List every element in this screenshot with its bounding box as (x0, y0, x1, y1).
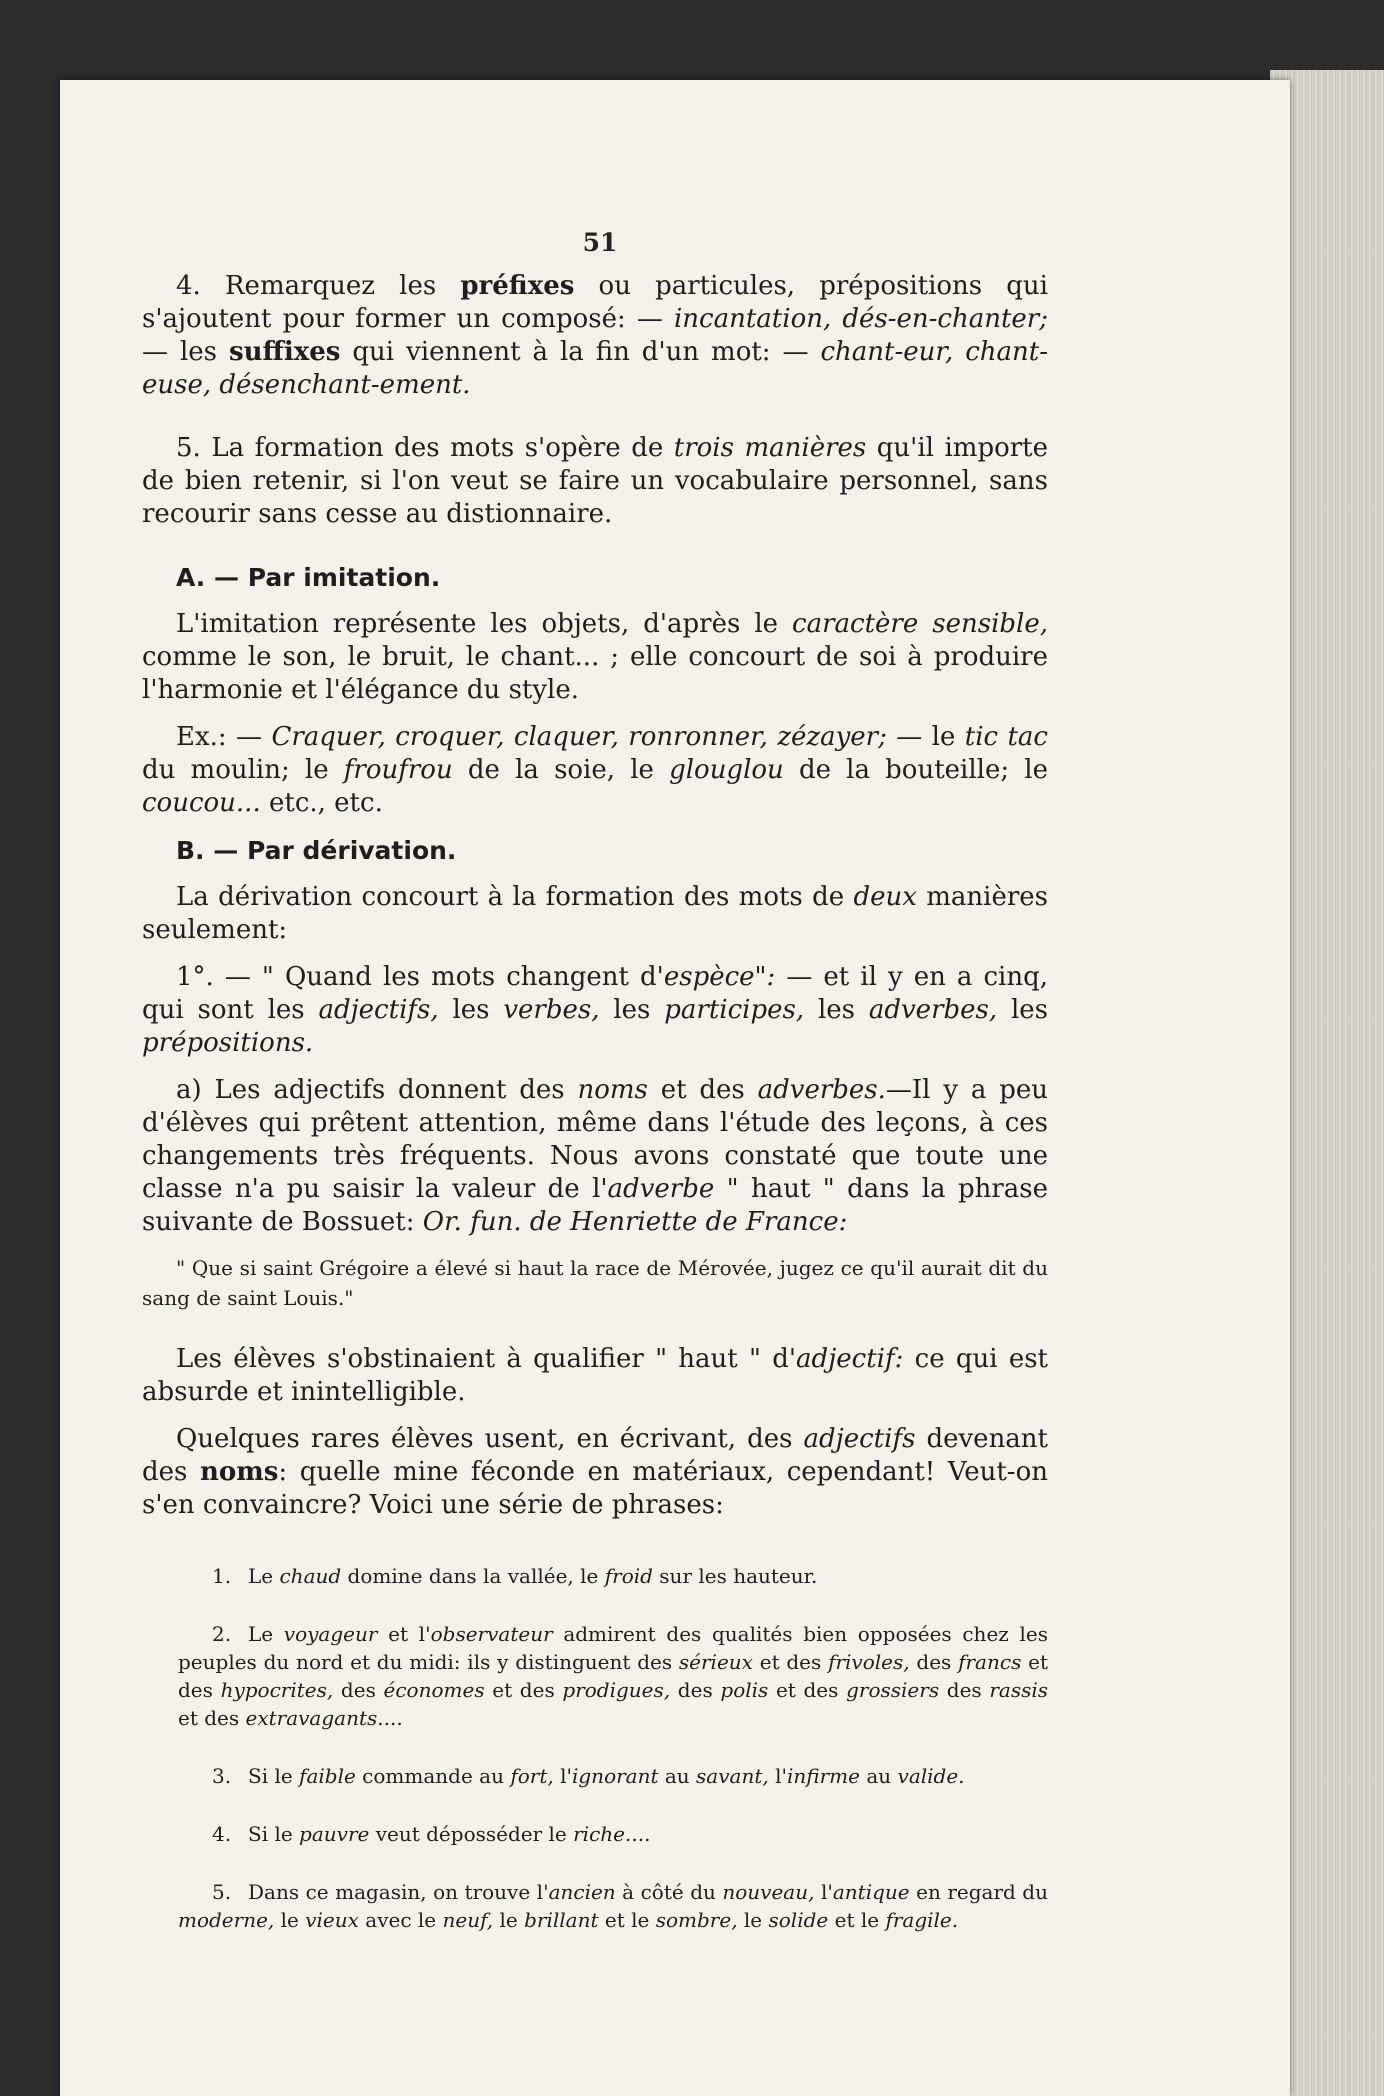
paragraph-6: Les élèves s'obstinaient à qualifier " haut " d'adjectif: ce qui est absurde et inintelligible. (142, 1344, 1049, 1407)
paragraph-4: 4. Remarquez les préfixes ou particules, prépositions qui s'ajoutent pour former un composé: — incantation, dés-en-chanter; — les suffixes qui viennent à la fin d'un mot: — chant-eur, chant-euse, désenchant-ement. (142, 271, 1049, 400)
paragraph-7: Quelques rares élèves usent, en écrivant, des adjectifs devenant des noms: quelle mine féconde en matériaux, cependant! Veut-on s'en convaincre? Voici une série de phrases: (142, 1424, 1049, 1520)
page-body (142, 270, 1048, 1964)
page-number: 51 (582, 228, 618, 257)
example-sentences (142, 1562, 1048, 1934)
bossuet-quote: " Que si saint Grégoire a élevé si haut la race de Mérovée, jugez ce qu'il aurait dit du sang de saint Louis." (142, 1256, 1048, 1310)
example-3: 3. Si le faible commande au fort, l'ignorant au savant, l'infirme au valide. (212, 1764, 965, 1788)
example-5: 5. Dans ce magasin, on trouve l'ancien à côté du nouveau, l'antique en regard du moderne, le vieux avec le neuf, le brillant et le sombre, le solide et le fragile. (178, 1880, 1048, 1932)
section-b-heading: B. — Par dérivation. (176, 836, 457, 865)
section-a-heading: A. — Par imitation. (176, 563, 441, 592)
section-a-examples: Ex.: — Craquer, croquer, claquer, ronronner, zézayer; — le tic tac du moulin; le froufrou de la soie, le glouglou de la bouteille; le coucou... etc., etc. (142, 722, 1048, 818)
section-b-paragraph-2: 1°. — " Quand les mots changent d'espèce": — et il y en a cinq, qui sont les adjectifs, les verbes, les participes, les adverbes, les prépositions. (142, 962, 1049, 1058)
section-a-paragraph: L'imitation représente les objets, d'après le caractère sensible, comme le son, le bruit, le chant... ; elle concourt de soi à produire l'harmonie et l'élégance du style. (142, 609, 1048, 705)
example-1: 1. Le chaud domine dans la vallée, le froid sur les hauteur. (212, 1564, 818, 1588)
example-2: 2. Le voyageur et l'observateur admirent des qualités bien opposées chez les peuples du nord et du midi: ils y distinguent des sérieux et des frivoles, des francs et des hypocrites, des économes et des prodigues, des polis et des grossiers des rassis et des extravagants.... (178, 1622, 1049, 1730)
example-4: 4. Si le pauvre veut déposséder le riche.... (212, 1822, 651, 1846)
section-b-paragraph-1: La dérivation concourt à la formation des mots de deux manières seulement: (142, 882, 1048, 945)
paragraph-5: 5. La formation des mots s'opère de trois manières qu'il importe de bien retenir, si l'on veut se faire un vocabulaire personnel, sans recourir sans cesse au distionnaire. (142, 433, 1049, 529)
section-b-paragraph-3: a) Les adjectifs donnent des noms et des adverbes.—Il y a peu d'élèves qui prêtent attention, même dans l'étude des leçons, à ces changements très fréquents. Nous avons constaté que toute une classe n'a pu saisir la valeur de l'adverbe " haut " dans la phrase suivante de Bossuet: Or. fun. de Henriette de France: (142, 1075, 1048, 1237)
